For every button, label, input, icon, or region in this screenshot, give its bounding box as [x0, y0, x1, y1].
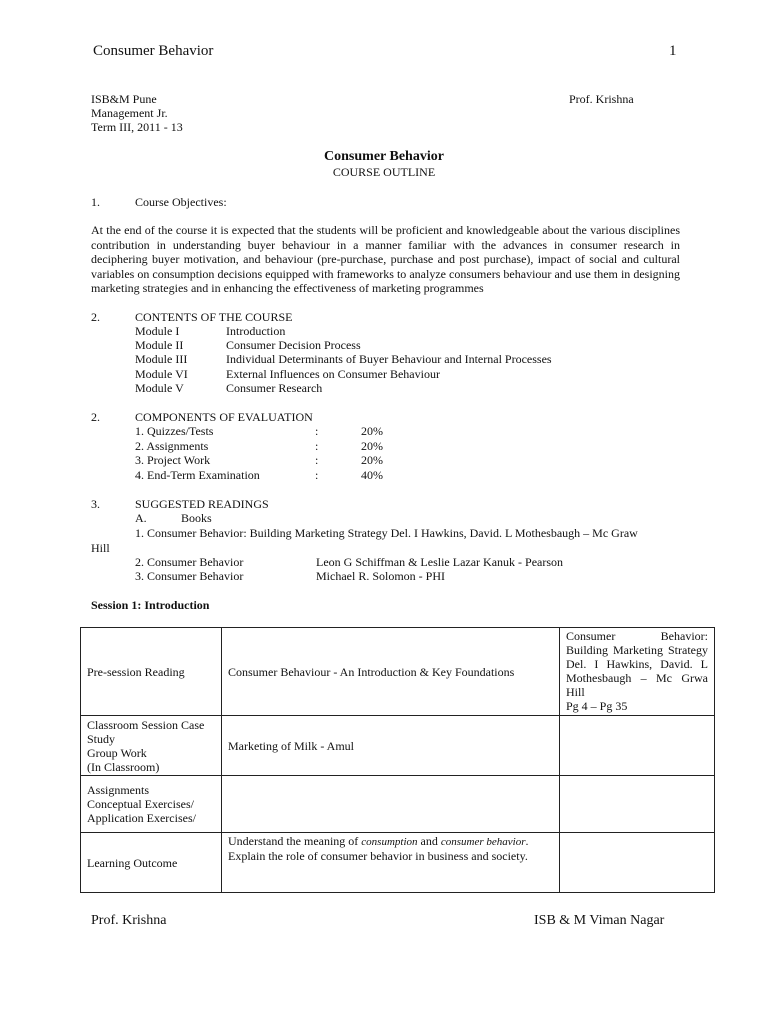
- module-label: Module II: [135, 338, 184, 352]
- document-title: Consumer Behavior: [324, 149, 444, 164]
- evaluation-weight: 40%: [361, 468, 383, 482]
- book-author: Michael R. Solomon - PHI: [316, 569, 445, 583]
- outcome-text: Understand the meaning of: [228, 834, 362, 848]
- program-name: Management Jr.: [91, 106, 168, 120]
- reference-pages: Pg 4 – Pg 35: [566, 699, 628, 713]
- outcome-term: consumer behavior: [440, 836, 526, 848]
- table-row: [81, 628, 715, 716]
- evaluation-item-label: 2. Assignments: [135, 439, 209, 453]
- label-line: Conceptual Exercises/: [87, 797, 194, 811]
- table-row: [81, 833, 715, 893]
- label-line: Classroom Session Case: [87, 717, 205, 732]
- evaluation-weight: 20%: [361, 439, 383, 453]
- table-cell-reference: [560, 628, 715, 716]
- book-entry-continuation: Hill: [91, 541, 110, 555]
- outcome-term: consumption: [361, 836, 418, 848]
- book-entry: 3. Consumer Behavior: [135, 569, 244, 583]
- readings-sub-label: Books: [181, 511, 212, 525]
- readings-number: 3.: [91, 497, 100, 511]
- session-table: [80, 627, 715, 893]
- module-label: Module VI: [135, 367, 188, 381]
- table-cell-content: Consumer Behaviour - An Introduction & Key Foundations: [222, 628, 560, 716]
- reference-text: Consumer Behavior: Building Marketing Strategy Del. I Hawkins, David. L Mothesbaugh – Mc Grwa Hill: [566, 629, 708, 699]
- table-cell-label: Learning Outcome: [81, 833, 222, 893]
- evaluation-weight: 20%: [361, 424, 383, 438]
- label-line: Study: [87, 731, 116, 746]
- objectives-paragraph: At the end of the course it is expected that the students will be proficient and knowledgeable about the various disciplines contribution in understanding buyer behaviour in a manner familiar with the advances in consumer research in deciphering buyer motivation, and behaviour (pre-purchase, purchase and post purchase), impact of social and cultural variables on consumption decisions equipped with frameworks to analyze consumers behaviour and use them in designing marketing strategies and in enhancing the effectiveness of marketing programmes: [91, 223, 680, 295]
- institute-name: ISB&M Pune: [91, 92, 157, 106]
- table-cell-label: [81, 776, 222, 833]
- footer-right: ISB & M Viman Nagar: [534, 913, 665, 928]
- table-cell-label: Pre-session Reading: [81, 628, 222, 716]
- evaluation-item-label: 3. Project Work: [135, 453, 211, 467]
- evaluation-heading: COMPONENTS OF EVALUATION: [135, 410, 313, 424]
- table-row: [81, 776, 715, 833]
- professor-name: Prof. Krishna: [569, 92, 634, 106]
- module-title: Consumer Research: [226, 381, 323, 395]
- session-heading: Session 1: Introduction: [91, 598, 210, 612]
- readings-sub-letter: A.: [135, 511, 147, 525]
- evaluation-item-label: 4. End-Term Examination: [135, 468, 260, 482]
- table-cell-empty: [560, 833, 715, 893]
- objectives-heading: Course Objectives:: [135, 195, 227, 209]
- table-row: [81, 716, 715, 776]
- evaluation-number: 2.: [91, 410, 100, 424]
- module-title: Introduction: [226, 324, 286, 338]
- evaluation-item-label: 1. Quizzes/Tests: [135, 424, 214, 438]
- outcome-text: .: [525, 834, 529, 848]
- term-label: Term III, 2011 - 13: [91, 120, 183, 134]
- contents-heading: CONTENTS OF THE COURSE: [135, 310, 293, 324]
- module-label: Module III: [135, 352, 188, 366]
- table-cell-empty: [222, 776, 560, 833]
- module-label: Module I: [135, 324, 180, 338]
- evaluation-separator: :: [315, 439, 319, 453]
- contents-number: 2.: [91, 310, 100, 324]
- evaluation-weight: 20%: [361, 453, 383, 467]
- label-line: Group Work: [87, 745, 147, 760]
- evaluation-separator: :: [315, 424, 319, 438]
- label-line: Assignments: [87, 783, 150, 797]
- module-title: Consumer Decision Process: [226, 338, 361, 352]
- page-number: 1: [669, 43, 677, 59]
- document-subtitle: COURSE OUTLINE: [332, 165, 436, 179]
- table-cell-empty: [560, 716, 715, 776]
- table-cell-content: [222, 833, 560, 893]
- learning-outcome-2: Explain the role of consumer behavior in business and society.: [228, 849, 528, 863]
- module-title: External Influences on Consumer Behaviour: [226, 367, 440, 381]
- footer-left: Prof. Krishna: [91, 913, 167, 928]
- readings-heading: SUGGESTED READINGS: [135, 497, 269, 511]
- label-line: (In Classroom): [87, 759, 160, 774]
- outcome-text: and: [417, 834, 441, 848]
- objectives-number: 1.: [91, 195, 100, 209]
- book-entry: 1. Consumer Behavior: Building Marketing Strategy Del. I Hawkins, David. L Mothesbaugh – Mc Graw: [135, 526, 638, 540]
- table-cell-empty: [560, 776, 715, 833]
- learning-outcome-1: [228, 834, 553, 849]
- module-title: Individual Determinants of Buyer Behaviour and Internal Processes: [226, 352, 552, 366]
- label-line: Application Exercises/: [87, 811, 196, 825]
- book-author: Leon G Schiffman & Leslie Lazar Kanuk - Pearson: [316, 555, 564, 569]
- evaluation-separator: :: [315, 453, 319, 467]
- table-cell-label: [81, 716, 222, 776]
- module-label: Module V: [135, 381, 184, 395]
- book-entry: 2. Consumer Behavior: [135, 555, 244, 569]
- evaluation-separator: :: [315, 468, 319, 482]
- running-header-title: Consumer Behavior: [93, 43, 214, 59]
- table-cell-content: Marketing of Milk - Amul: [222, 716, 560, 776]
